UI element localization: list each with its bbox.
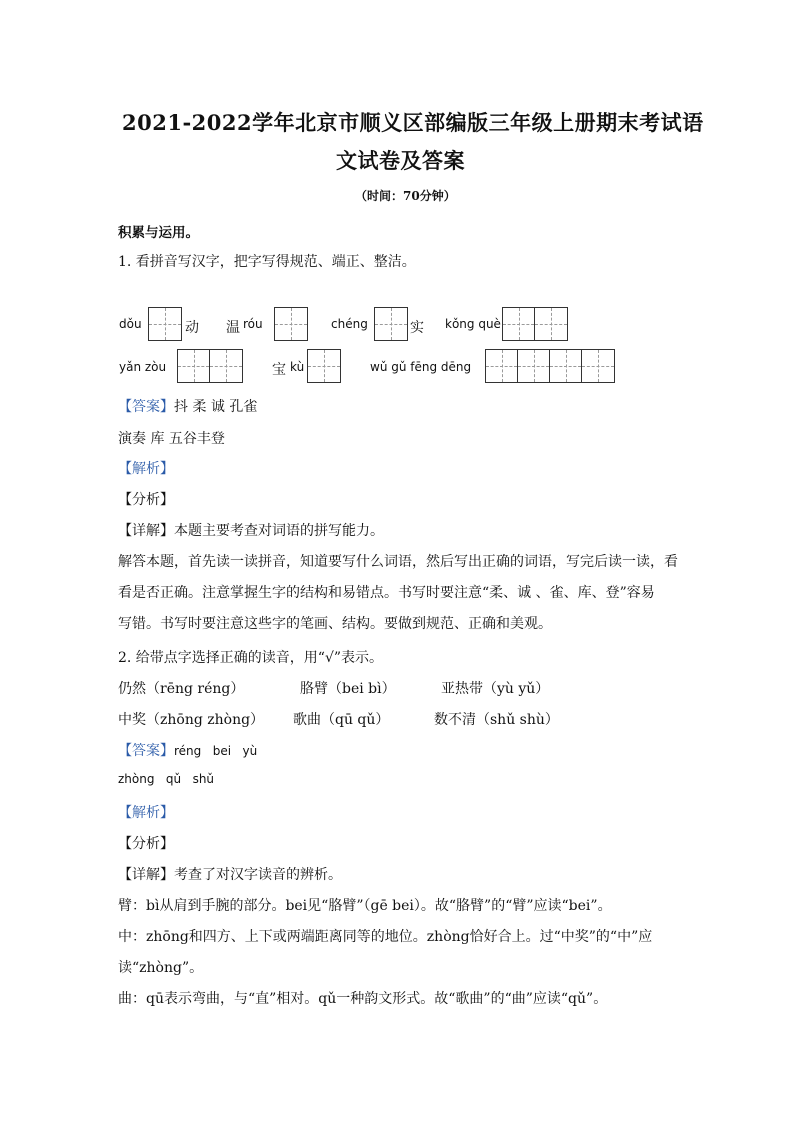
- pinyin-dou: dǒu: [119, 317, 142, 331]
- q2-detail: [118, 864, 342, 884]
- answer-text: réng bei yù: [174, 744, 258, 758]
- char-shi: 实: [410, 320, 424, 336]
- writing-grid-yanzou: [177, 349, 243, 383]
- detail-text: 本题主要考查对词语的拼写能力。: [174, 523, 384, 539]
- q1-answer-line2: 演奏 库 五谷丰登: [118, 431, 225, 447]
- pinyin-wugufengdeng: wǔ gǔ fēng dēng: [370, 360, 472, 374]
- detail-tag: 【详解】: [118, 867, 174, 883]
- q2-option-gebei: 胳臂（bei bì）: [300, 681, 396, 697]
- q1-explanation-line3: 写错。书写时要注意这些字的笔画、结构。要做到规范、正确和美观。: [118, 616, 552, 632]
- q2-prompt: 2. 给带点字选择正确的读音，用“√”表示。: [118, 650, 384, 666]
- q2-explanation-line4: 曲：qū表示弯曲，与“直”相对。qǔ一种韵文形式。故“歌曲”的“曲”应读“qǔ”。: [118, 991, 608, 1007]
- q1-prompt: 1. 看拼音写汉字，把字写得规范、端正、整洁。: [118, 254, 416, 270]
- q2-answer-line2: zhòng qǔ shǔ: [118, 772, 215, 786]
- writing-grid-dou: [148, 307, 182, 341]
- time-note: （时间：70分钟）: [355, 189, 456, 203]
- q1-answer: [118, 396, 257, 416]
- pinyin-yanzou: yǎn zòu: [119, 360, 167, 374]
- q1-explanation-line1: 解答本题，首先读一读拼音，知道要写什么词语，然后写出正确的词语，写完后读一读，看: [118, 554, 678, 570]
- section-heading: 积累与运用。: [118, 225, 199, 241]
- q2-explanation-line1: 臂：bì从肩到手腕的部分。bei见“胳臂”（gē bei）。故“胳臂”的“臂”应读“bei”。: [118, 898, 612, 914]
- q2-option-zhongjiang: 中奖（zhōng zhòng）: [118, 712, 265, 728]
- writing-grid-kongque: [502, 307, 568, 341]
- answer-text: 抖 柔 诚 孔雀: [174, 399, 258, 415]
- pinyin-ku: kù: [290, 360, 305, 374]
- q2-explanation-line2: 中：zhōng和四方、上下或两端距离同等的地位。zhòng恰好合上。过“中奖”的“中”应: [118, 929, 653, 945]
- q2-option-gequ: 歌曲（qū qǔ）: [293, 712, 390, 728]
- writing-grid-cheng: [374, 307, 408, 341]
- detail-text: 考查了对汉字读音的辨析。: [174, 867, 342, 883]
- q1-explanation-line2: 看是否正确。注意掌握生字的结构和易错点。书写时要注意“柔、诚 、雀、库、登”容易: [118, 585, 655, 601]
- pinyin-rou: róu: [243, 317, 263, 331]
- pinyin-kongque: kǒng què: [445, 317, 501, 331]
- q1-fenxi-tag: 【分析】: [118, 492, 174, 508]
- answer-tag: 【答案】: [118, 743, 174, 759]
- q1-jiexi-tag: 【解析】: [118, 461, 174, 477]
- page-title-line1: 2021-2022学年北京市顺义区部编版三年级上册期末考试语: [122, 110, 704, 135]
- answer-tag: 【答案】: [118, 399, 174, 415]
- writing-grid-rou: [274, 307, 308, 341]
- q2-jiexi-tag: 【解析】: [118, 805, 174, 821]
- detail-tag: 【详解】: [118, 523, 174, 539]
- q2-explanation-line3: 读“zhòng”。: [118, 960, 204, 976]
- char-dong: 动: [185, 320, 199, 336]
- char-bao: 宝: [272, 362, 286, 378]
- q2-answer: [118, 740, 257, 760]
- writing-grid-ku: [307, 349, 341, 383]
- q2-option-shubuqing: 数不清（shǔ shù）: [434, 712, 559, 728]
- q1-detail: [118, 520, 384, 540]
- q2-option-yaredai: 亚热带（yù yǔ）: [441, 681, 550, 697]
- writing-grid-wugufengdeng: [485, 349, 615, 383]
- pinyin-cheng: chéng: [331, 317, 368, 331]
- page-title-line2: 文试卷及答案: [336, 148, 465, 173]
- char-wen: 温: [226, 320, 240, 336]
- q2-fenxi-tag: 【分析】: [118, 836, 174, 852]
- q2-option-rengran: 仍然（rēng réng）: [118, 681, 245, 697]
